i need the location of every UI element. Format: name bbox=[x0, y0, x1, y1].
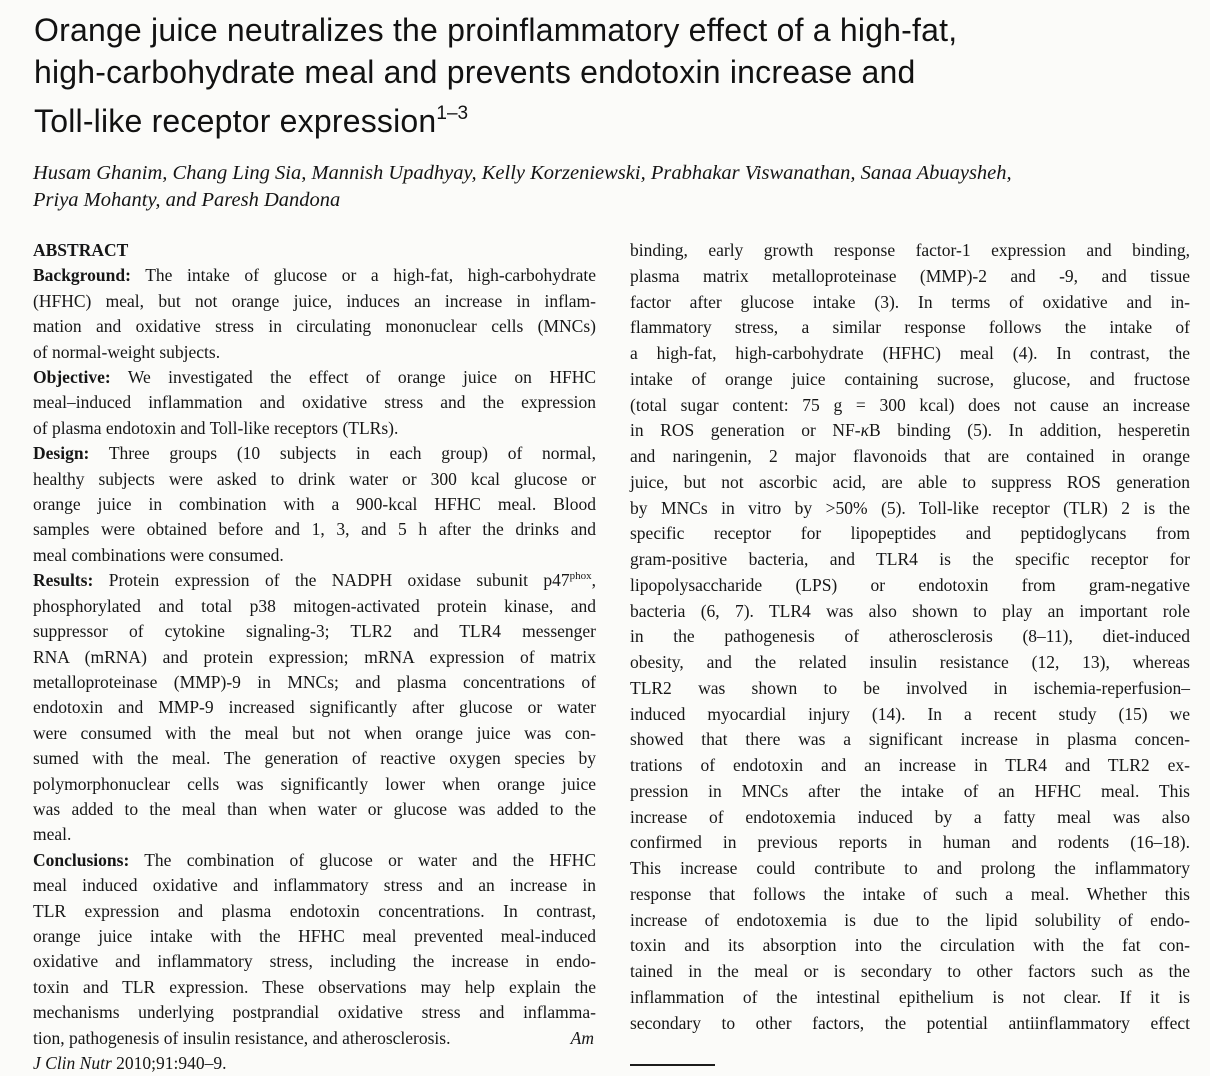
text-line: pression in MNCs after the intake of an HFHC meal. This bbox=[630, 780, 1190, 801]
text-line: in the pathogenesis of atherosclerosis (8–11), diet-induced bbox=[630, 626, 1190, 647]
text-line: phosphorylated and total p38 mitogen-activated protein kinase, and bbox=[33, 595, 596, 616]
text-line: meal induced oxidative and inflammatory stress and an increase in bbox=[33, 875, 596, 896]
text-line: was added to the meal than when water or glucose was added to the bbox=[33, 798, 596, 819]
author-list bbox=[33, 160, 1193, 213]
text-line: TLR2 was shown to be involved in ischemia-reperfusion– bbox=[630, 677, 1190, 698]
text-line: meal–induced inflammation and oxidative stress and the expression bbox=[33, 392, 596, 413]
authors-line-2: Priya Mohanty, and Paresh Dandona bbox=[33, 188, 341, 211]
text-line: TLR expression and plasma endotoxin concentrations. In contrast, bbox=[33, 900, 596, 921]
title-line-3-text: Toll-like receptor expression bbox=[34, 103, 437, 139]
text-line: gram-positive bacteria, and TLR4 is the specific receptor for bbox=[630, 549, 1190, 569]
text-line: by MNCs in vitro by >50% (5). Toll-like receptor (TLR) 2 is the bbox=[630, 497, 1190, 518]
text-line: oxidative and inflammatory stress, including the increase in endo- bbox=[33, 951, 596, 972]
text-line: (HFHC) meal, but not orange juice, induces an increase in inflam- bbox=[33, 290, 596, 311]
authors-line-1: Husam Ghanim, Chang Ling Sia, Mannish Upadhyay, Kelly Korzeniewski, Prabhakar Viswanathan, Sanaa Abuaysheh, bbox=[33, 162, 1012, 184]
abstract-paragraph-background bbox=[33, 263, 596, 365]
introduction-column bbox=[630, 238, 1190, 1036]
text-line: healthy subjects were asked to drink water or 300 kcal glucose or bbox=[33, 468, 596, 489]
text-line: obesity, and the related insulin resistance (12, 13), whereas bbox=[630, 652, 1190, 672]
text-line: in ROS generation or NF-κB binding (5). In addition, hesperetin bbox=[630, 420, 1190, 441]
text-line: secondary to other factors, the potential antiinflammatory effect bbox=[630, 1012, 1190, 1033]
text-line: Objective: We investigated the effect of orange juice on HFHC bbox=[33, 367, 596, 388]
text-line: inflammation of the intestinal epithelium is not clear. If it is bbox=[630, 986, 1190, 1007]
abstract-paragraph-results bbox=[33, 568, 596, 847]
text-line: increase of endotoxemia induced by a fatty meal was also bbox=[630, 806, 1190, 827]
text-line: tained in the meal or is secondary to other factors such as the bbox=[630, 961, 1190, 981]
text-line: increase of endotoxemia is due to the lipid solubility of endo- bbox=[630, 909, 1190, 930]
text-line: orange juice in combination with a 900-kcal HFHC meal. Blood bbox=[33, 494, 596, 515]
text-line: mechanisms underlying postprandial oxidative stress and inflamma- bbox=[33, 1002, 596, 1023]
abstract-paragraph-conclusions bbox=[33, 848, 596, 1076]
text-line: juice, but not ascorbic acid, are able to suppress ROS generation bbox=[630, 471, 1190, 492]
text-line: toxin and its absorption into the circulation with the fat con- bbox=[630, 935, 1190, 956]
text-line: lipopolysaccharide (LPS) or endotoxin from gram-negative bbox=[630, 574, 1190, 595]
text-line: induced myocardial injury (14). In a recent study (15) we bbox=[630, 703, 1190, 724]
text-line: meal combinations were consumed. bbox=[33, 544, 284, 565]
text-line: Design: Three groups (10 subjects in each group) of normal, bbox=[33, 443, 596, 464]
text-line: and naringenin, 2 major flavonoids that are contained in orange bbox=[630, 446, 1190, 466]
text-line: confirmed in previous reports in human and rodents (16–18). bbox=[630, 832, 1190, 853]
text-line: binding, early growth response factor-1 expression and binding, bbox=[630, 240, 1190, 260]
text-line: RNA (mRNA) and protein expression; mRNA expression of matrix bbox=[33, 646, 596, 667]
text-line: bacteria (6, 7). TLR4 was also shown to play an important role bbox=[630, 600, 1190, 621]
text-line: This increase could contribute to and prolong the inflammatory bbox=[630, 858, 1190, 878]
text-line: trations of endotoxin and an increase in TLR4 and TLR2 ex- bbox=[630, 755, 1190, 775]
text-line: specific receptor for lipopeptides and peptidoglycans from bbox=[630, 523, 1190, 544]
text-line: meal. bbox=[33, 824, 72, 845]
text-line: Background: The intake of glucose or a high-fat, high-carbohydrate bbox=[33, 265, 596, 286]
text-line: sumed with the meal. The generation of reactive oxygen species by bbox=[33, 748, 596, 769]
text-line: orange juice intake with the HFHC meal prevented meal-induced bbox=[33, 925, 596, 946]
text-line: plasma matrix metalloproteinase (MMP)-2 and -9, and tissue bbox=[630, 265, 1190, 286]
text-line: (total sugar content: 75 g = 300 kcal) does not cause an increase bbox=[630, 394, 1190, 415]
text-line: J Clin Nutr 2010;91:940–9. bbox=[33, 1053, 227, 1073]
text-line: response that follows the intake of such a meal. Whether this bbox=[630, 883, 1190, 904]
text-line: Results: Protein expression of the NADPH oxidase subunit $p47^{phox}$, bbox=[33, 570, 596, 591]
text-line: polymorphonuclear cells was significantly lower when orange juice bbox=[33, 773, 596, 794]
text-line: samples were obtained before and 1, 3, and 5 h after the drinks and bbox=[33, 519, 596, 540]
page-title bbox=[34, 10, 1194, 143]
text-line: of normal-weight subjects. bbox=[33, 341, 221, 362]
text-line: factor after glucose intake (3). In terms of oxidative and in- bbox=[630, 291, 1190, 312]
text-line: showed that there was a significant increase in plasma concen- bbox=[630, 729, 1190, 750]
text-line: toxin and TLR expression. These observations may help explain the bbox=[33, 976, 596, 997]
text-line: mation and oxidative stress in circulating mononuclear cells (MNCs) bbox=[33, 316, 596, 337]
title-line-2: high-carbohydrate meal and prevents endotoxin increase and bbox=[34, 53, 916, 90]
text-line: tion, pathogenesis of insulin resistance, and atherosclerosis. Am bbox=[33, 1027, 594, 1048]
text-line: endotoxin and MMP-9 increased significantly after glucose or water bbox=[33, 697, 596, 718]
abstract-heading: ABSTRACT bbox=[33, 240, 129, 260]
text-line: suppressor of cytokine signaling-3; TLR2 and TLR4 messenger bbox=[33, 621, 596, 642]
abstract-paragraph-objective bbox=[33, 365, 596, 441]
text-line: intake of orange juice containing sucrose, glucose, and fructose bbox=[630, 368, 1190, 389]
abstract-column bbox=[33, 238, 596, 1076]
text-line: metalloproteinase (MMP)-9 in MNCs; and plasma concentrations of bbox=[33, 671, 596, 692]
text-line: were consumed with the meal but not when orange juice was con- bbox=[33, 722, 596, 743]
text-line: a high-fat, high-carbohydrate (HFHC) meal (4). In contrast, the bbox=[630, 343, 1190, 363]
text-line: of plasma endotoxin and Toll-like receptors (TLRs). bbox=[33, 417, 399, 438]
title-superscript: 1–3 bbox=[436, 103, 469, 124]
title-line-1: Orange juice neutralizes the proinflammatory effect of a high-fat, bbox=[34, 12, 958, 48]
abstract-paragraph-design bbox=[33, 441, 596, 568]
text-line: Conclusions: The combination of glucose or water and the HFHC bbox=[33, 849, 596, 870]
footnote-divider bbox=[630, 1064, 715, 1066]
text-line: flammatory stress, a similar response follows the intake of bbox=[630, 317, 1190, 338]
title-line-3 bbox=[34, 93, 1194, 143]
